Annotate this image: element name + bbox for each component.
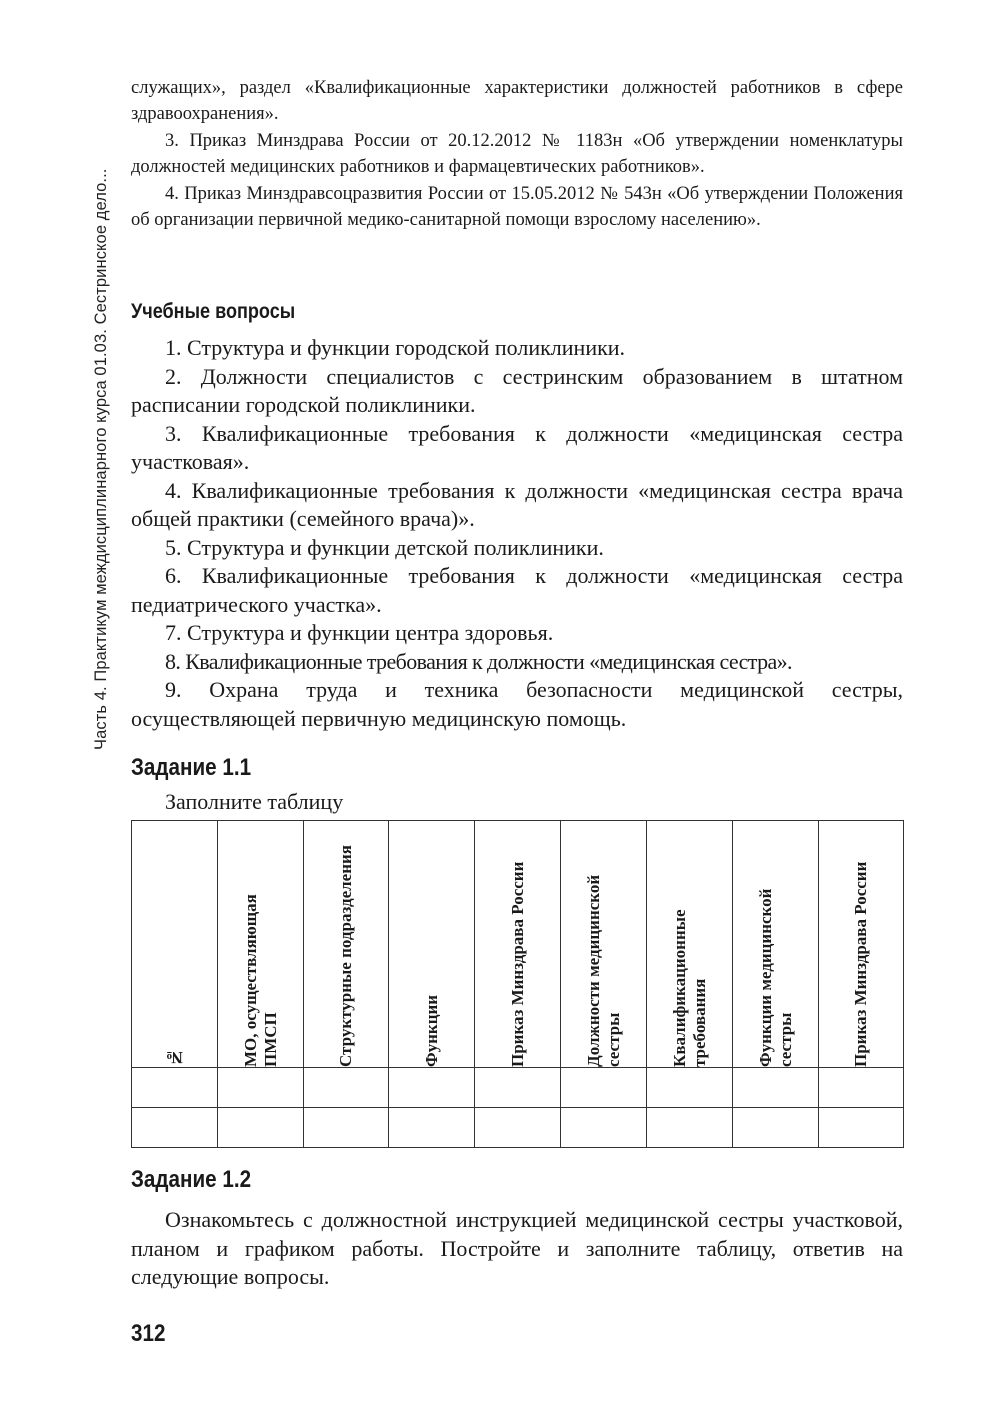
study-questions-list xyxy=(131,334,903,733)
table-header-cell xyxy=(218,821,304,1068)
table-cell xyxy=(647,1108,733,1148)
table-cell xyxy=(132,1068,218,1108)
column-header: Функции xyxy=(421,994,441,1067)
task-1-1-table xyxy=(131,820,904,1148)
task-1-2-heading: Задание 1.2 xyxy=(131,1166,252,1193)
question-item: 8. Квалификационные требования к должности «медицинская сестра». xyxy=(165,648,792,674)
task-1-1-instruction-wrap xyxy=(131,788,903,817)
table-cell xyxy=(561,1068,647,1108)
task-1-1-instruction: Заполните таблицу xyxy=(165,789,344,814)
table-header-cell xyxy=(389,821,475,1068)
table-cell xyxy=(561,1108,647,1148)
table-cell xyxy=(647,1068,733,1108)
question-item: 1. Структура и функции городской поликлиники. xyxy=(165,335,626,360)
table-cell xyxy=(218,1108,304,1148)
column-header: Приказ Минздрава России xyxy=(507,861,527,1067)
column-header: Функции медицинской сестры xyxy=(755,888,795,1067)
table-cell xyxy=(733,1068,819,1108)
table-cell xyxy=(389,1068,475,1108)
table-header-cell xyxy=(561,821,647,1068)
question-item: 9. Охрана труда и техника безопасности медицинской сестры, осуществляющей первичную медицинскую помощь. xyxy=(131,677,903,731)
table-header-cell xyxy=(475,821,561,1068)
table-cell xyxy=(304,1068,389,1108)
table-header-cell xyxy=(304,821,389,1068)
table-header-cell xyxy=(132,821,218,1068)
task-1-2-header xyxy=(131,1166,903,1194)
table-header-cell xyxy=(647,821,733,1068)
table-cell xyxy=(819,1068,904,1108)
task-1-2-text: Ознакомьтесь с должностной инструкцией медицинской сестры участковой, планом и графиком работы. Постройте и заполните таблицу, ответив на следующие вопросы. xyxy=(131,1207,903,1289)
running-head xyxy=(86,50,116,750)
table-cell xyxy=(389,1108,475,1148)
column-header: МО, осуществляющая ПМСП xyxy=(240,894,280,1067)
question-item: 4. Квалификационные требования к должности «медицинская сестра врача общей практики (семейного врача)». xyxy=(131,477,903,531)
table-row xyxy=(132,1068,904,1108)
task-1-2-body xyxy=(131,1206,903,1292)
table-header-row xyxy=(132,821,904,1068)
task-1-1-header xyxy=(131,754,903,782)
column-header: Должности медицинской сестры xyxy=(583,874,623,1067)
study-questions-heading: Учебные вопросы xyxy=(131,300,296,323)
table-row xyxy=(132,1108,904,1148)
intro-paragraph: 3. Приказ Минздрава России от 20.12.2012 № 1183н «Об утверждении номенклатуры должностей медицинских работников и фармацевтических работников». xyxy=(131,131,903,177)
running-head-text: Часть 4. Практикум междисциплинарного курса 01.03. Сестринское дело... xyxy=(92,168,110,750)
task-1-1-heading: Задание 1.1 xyxy=(131,754,252,781)
intro-paragraph: 4. Приказ Минздравсоцразвития России от 15.05.2012 № 543н «Об утверждении Положения об организации первичной медико-санитарной помощи взрослому населению». xyxy=(131,184,903,230)
column-header: Квалификационные требования xyxy=(669,909,709,1067)
intro-paragraph: служащих», раздел «Квалификационные характеристики должностей работников в сфере здравоохранения». xyxy=(131,78,903,124)
question-item: 7. Структура и функции центра здоровья. xyxy=(165,620,554,645)
column-header: Приказ Минздрава России xyxy=(851,861,870,1067)
table-cell xyxy=(304,1108,389,1148)
column-header: № xyxy=(164,1048,184,1067)
table-cell xyxy=(218,1068,304,1108)
table-cell xyxy=(475,1108,561,1148)
column-header: Структурные подразделения xyxy=(336,845,355,1067)
table-cell xyxy=(733,1108,819,1148)
table-header-cell xyxy=(819,821,904,1068)
table-cell xyxy=(475,1068,561,1108)
table-cell xyxy=(132,1108,218,1148)
question-item: 6. Квалификационные требования к должности «медицинская сестра педиатрического участка». xyxy=(131,563,903,617)
table-cell xyxy=(819,1108,904,1148)
page-number: 312 xyxy=(131,1320,166,1347)
question-item: 5. Структура и функции детской поликлиники. xyxy=(165,534,604,560)
question-item: 2. Должности специалистов с сестринским образованием в штатном расписании городской поликлиники. xyxy=(131,363,903,417)
study-questions-section xyxy=(131,300,903,324)
question-item: 3. Квалификационные требования к должности «медицинская сестра участковая». xyxy=(131,420,903,474)
table-header-cell xyxy=(733,821,819,1068)
intro-section xyxy=(131,76,903,235)
